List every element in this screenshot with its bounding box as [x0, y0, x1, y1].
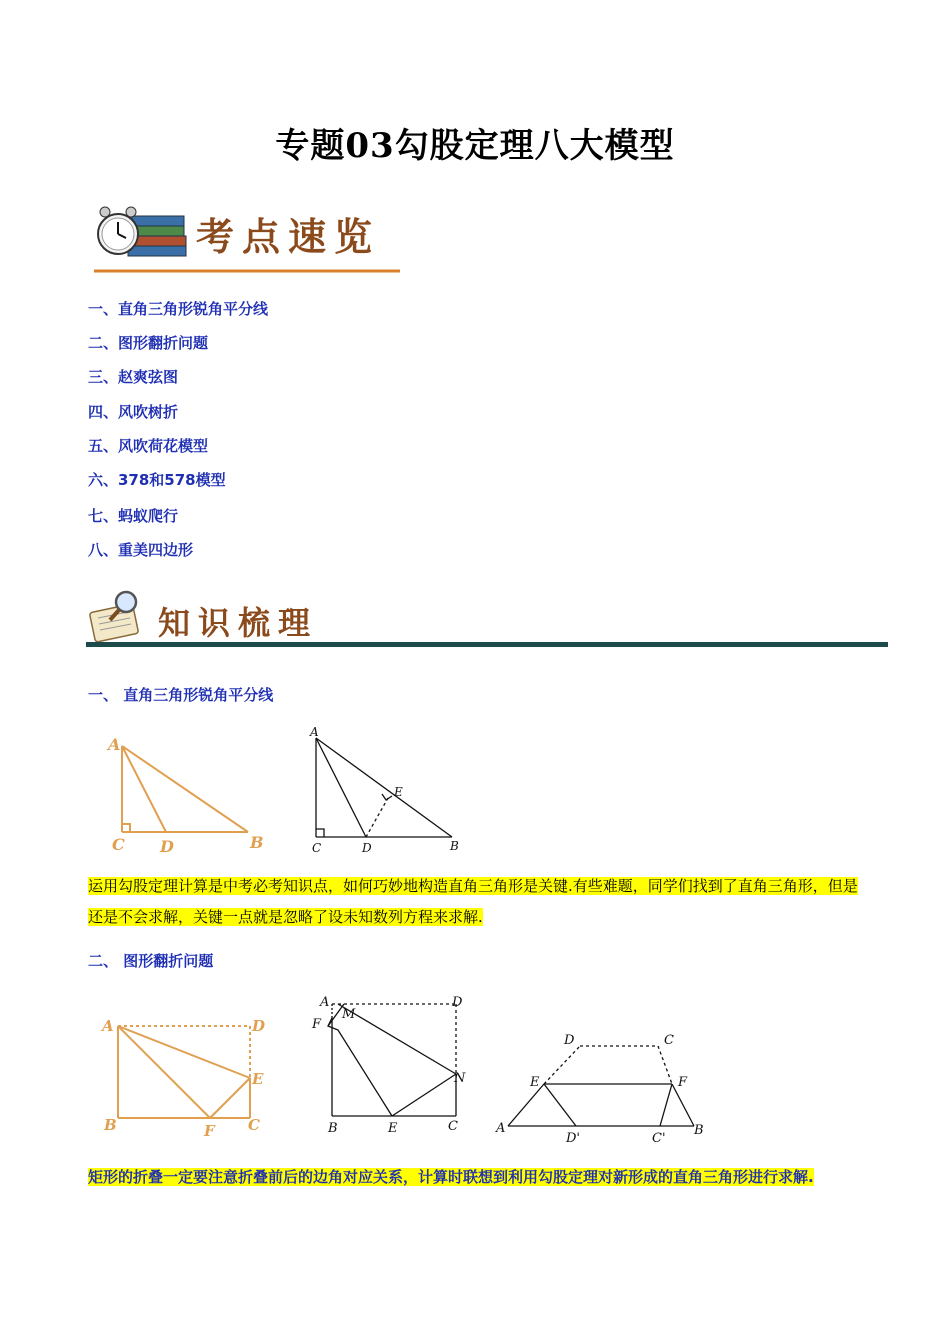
page-title: 专题03勾股定理八大模型 — [275, 126, 675, 166]
label-F: F — [204, 1122, 215, 1140]
label-B: B — [104, 1116, 117, 1134]
label-E: E — [394, 785, 403, 799]
overview-banner-title: 考点速览 — [196, 214, 381, 259]
label-D: D — [252, 1017, 266, 1035]
label-F: F — [312, 1017, 322, 1032]
label-D-prime: D' — [566, 1131, 580, 1146]
label-N: N — [454, 1071, 466, 1086]
label-A: A — [310, 725, 319, 739]
label-E: E — [530, 1075, 540, 1090]
overview-banner — [88, 192, 403, 276]
toc-item[interactable]: 四、风吹树折 — [88, 403, 179, 421]
section-heading-1: 一、 直角三角形锐角平分线 — [88, 686, 274, 704]
label-D: D — [452, 995, 463, 1010]
toc-item[interactable]: 三、赵爽弦图 — [88, 368, 179, 386]
label-D: D — [160, 837, 174, 856]
toc-item[interactable]: 一、直角三角形锐角平分线 — [88, 300, 269, 318]
toc-item[interactable]: 五、风吹荷花模型 — [88, 437, 209, 455]
knowledge-banner — [86, 586, 888, 652]
figure-rectangle-fold-orange — [92, 1006, 272, 1142]
section-1-text: 运用勾股定理计算是中考必考知识点，如何巧妙地构造直角三角形是关键.有些难题，同学们找到了直角三角形，但是还是不会求解，关键一点就是忽略了设未知数列方程来求解. — [88, 877, 858, 926]
label-M: M — [342, 1007, 356, 1022]
section-heading-2: 二、 图形翻折问题 — [88, 952, 214, 970]
label-A: A — [496, 1121, 506, 1136]
label-C-prime: C' — [652, 1131, 666, 1146]
figure-rectangle-fold-mn — [304, 990, 480, 1138]
toc-item[interactable]: 八、重美四边形 — [88, 541, 194, 559]
label-D: D — [362, 841, 372, 855]
label-C: C — [664, 1033, 674, 1048]
toc-item[interactable]: 六、378和578模型 — [88, 471, 226, 489]
label-B: B — [694, 1123, 704, 1138]
label-C: C — [248, 1116, 260, 1134]
label-A: A — [320, 995, 330, 1010]
toc-item[interactable]: 七、蚂蚁爬行 — [88, 507, 179, 525]
figure-right-triangle-bisector — [300, 722, 470, 860]
section-2-text: 矩形的折叠一定要注意折叠前后的边角对应关系，计算时联想到利用勾股定理对新形成的直角三角形进行求解. — [88, 1168, 814, 1186]
label-F: F — [678, 1075, 688, 1090]
label-C: C — [312, 841, 322, 855]
label-E: E — [388, 1121, 398, 1136]
label-B: B — [250, 833, 264, 852]
label-C: C — [448, 1119, 458, 1134]
label-B: B — [328, 1121, 338, 1136]
label-C: C — [112, 835, 125, 854]
figure-trapezoid-fold — [492, 1024, 712, 1148]
section-2-paragraph — [88, 1162, 868, 1193]
label-D: D — [564, 1033, 575, 1048]
label-A: A — [102, 1017, 114, 1035]
label-B: B — [450, 839, 459, 853]
toc-item[interactable]: 二、图形翻折问题 — [88, 334, 209, 352]
section-1-paragraph — [88, 871, 868, 933]
label-E: E — [252, 1070, 264, 1088]
figure-right-triangle-orange — [92, 722, 274, 860]
label-A: A — [108, 735, 121, 754]
knowledge-banner-title: 知识梳理 — [158, 604, 319, 642]
